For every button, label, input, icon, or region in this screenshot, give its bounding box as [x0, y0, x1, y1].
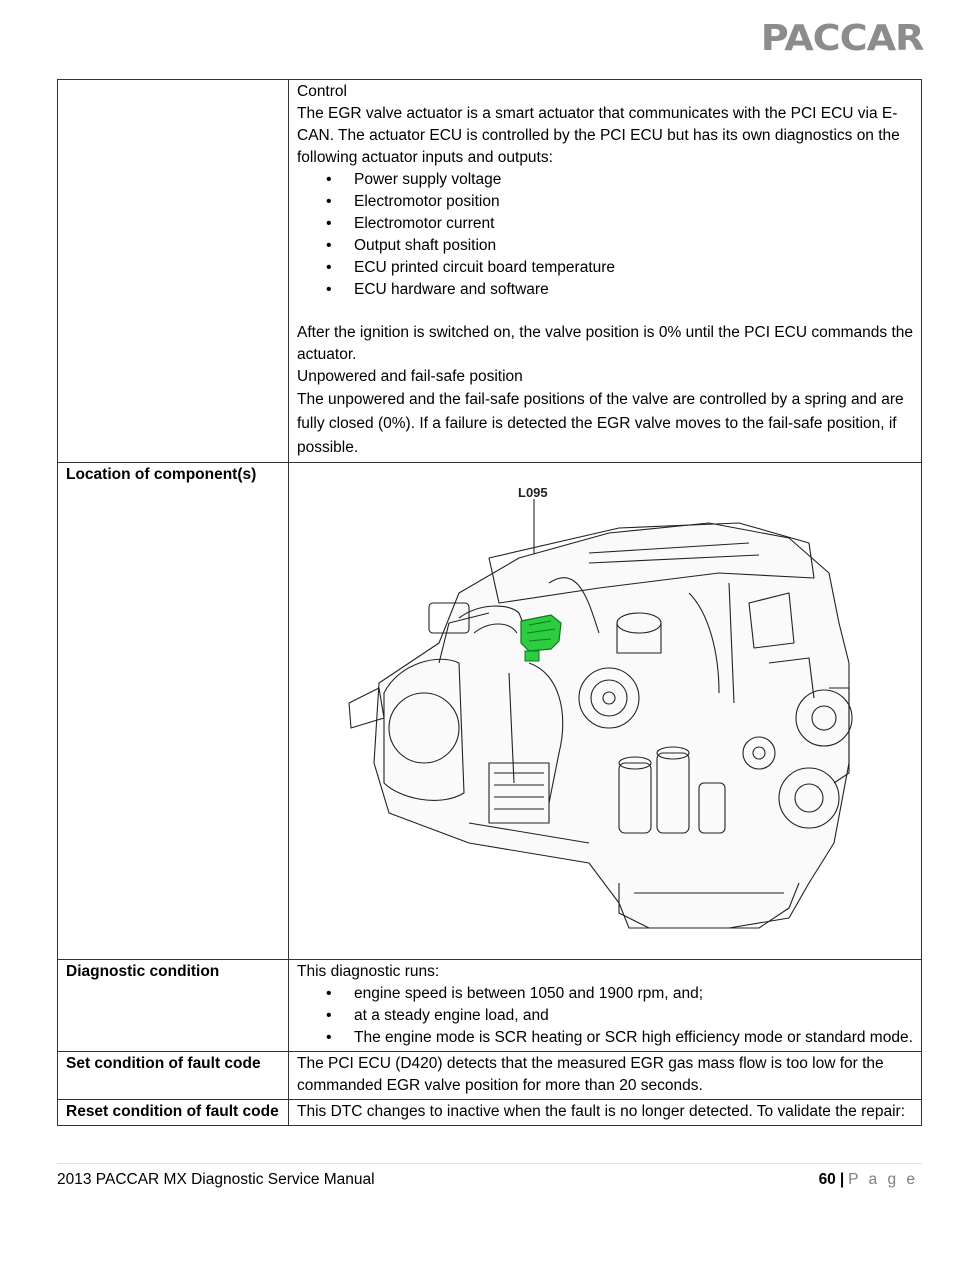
- diagnostic-list: [297, 983, 913, 1049]
- table-row: [58, 960, 922, 1052]
- page-word: P a g e: [848, 1171, 918, 1188]
- manual-title: 2013 PACCAR MX Diagnostic Service Manual: [57, 1171, 375, 1188]
- engine-figure-cell: [289, 463, 922, 960]
- diagnostic-cell: [289, 960, 922, 1052]
- list-item: • Electromotor position: [354, 191, 913, 213]
- diagnostic-intro: This diagnostic runs:: [297, 963, 440, 980]
- list-item: • The engine mode is SCR heating or SCR high efficiency mode or standard mode.: [354, 1027, 913, 1049]
- failsafe-heading: Unpowered and fail-safe position: [297, 368, 523, 385]
- actuator-io-list: [297, 169, 913, 301]
- list-item: • Output shaft position: [354, 235, 913, 257]
- list-item: • at a steady engine load, and: [354, 1005, 913, 1027]
- row-label-set-condition: Set condition of fault code: [58, 1052, 289, 1100]
- list-item: • ECU printed circuit board temperature: [354, 257, 913, 279]
- component-callout-label: L095: [518, 485, 548, 500]
- table-row: [58, 463, 922, 960]
- spec-table: [57, 79, 922, 1126]
- list-item: • engine speed is between 1050 and 1900 rpm, and;: [354, 983, 913, 1005]
- row-label-location: Location of component(s): [58, 463, 289, 960]
- control-heading: Control: [297, 83, 347, 100]
- table-row: [58, 80, 922, 463]
- page-number: 60: [818, 1171, 836, 1188]
- list-item: • Electromotor current: [354, 213, 913, 235]
- row-label-empty: [58, 80, 289, 463]
- page-separator: |: [839, 1171, 845, 1188]
- page-indicator: [819, 1169, 918, 1191]
- reset-condition-cell: This DTC changes to inactive when the fault is no longer detected. To validate the repair:: [289, 1100, 922, 1126]
- row-label-reset-condition: Reset condition of fault code: [58, 1100, 289, 1126]
- list-item: • Power supply voltage: [354, 169, 913, 191]
- row-label-diagnostic: Diagnostic condition: [58, 960, 289, 1052]
- page-footer: [57, 1163, 922, 1188]
- table-row: [58, 1100, 922, 1126]
- actuator-intro: The EGR valve actuator is a smart actuator that communicates with the PCI ECU via E-CAN. The actuator ECU is controlled by the PCI ECU but has its own diagnostics on the following actuator inputs and outputs:: [297, 105, 900, 166]
- description-cell: [289, 80, 922, 463]
- table-row: [58, 1052, 922, 1100]
- engine-illustration: [289, 463, 922, 959]
- after-ignition-text: After the ignition is switched on, the valve position is 0% until the PCI ECU commands the actuator.: [297, 324, 913, 363]
- failsafe-text: The unpowered and the fail-safe positions of the valve are controlled by a spring and are fully closed (0%). If a failure is detected the EGR valve moves to the fail-safe position, if possible.: [297, 391, 904, 456]
- set-condition-cell: The PCI ECU (D420) detects that the measured EGR gas mass flow is too low for the commanded EGR valve position for more than 20 seconds.: [289, 1052, 922, 1100]
- list-item: • ECU hardware and software: [354, 279, 913, 301]
- paccar-logo: PACCAR: [760, 18, 923, 59]
